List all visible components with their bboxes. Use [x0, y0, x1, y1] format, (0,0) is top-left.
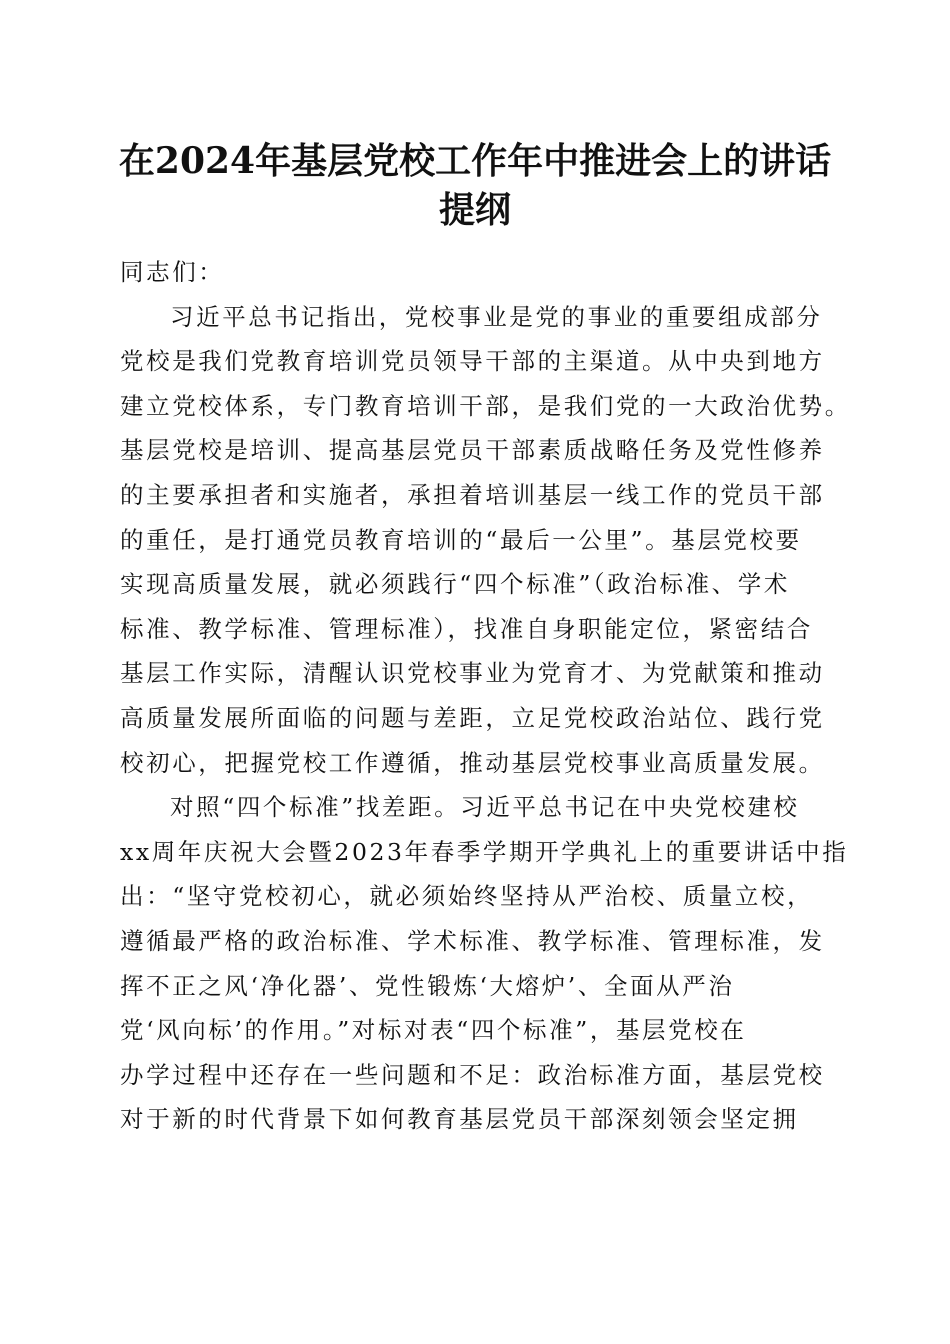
- body-line: 遵循最严格的政治标准、学术标准、教学标准、管理标准，发: [120, 926, 825, 955]
- document-body: [120, 250, 851, 1142]
- body-line: 对于新的时代背景下如何教育基层党员干部深刻领会坚定拥: [120, 1105, 799, 1134]
- body-line: 基层工作实际，清醒认识党校事业为党育才、为党献策和推动: [120, 659, 825, 688]
- document-title: [110, 137, 840, 235]
- body-line: 校初心，把握党校工作遵循，推动基层党校事业高质量发展。: [120, 748, 825, 777]
- body-line: 党‘风向标’的作用。”对标对表“四个标准”，基层党校在: [120, 1016, 747, 1045]
- title-line-1: 在2024年基层党校工作年中推进会上的讲话: [118, 140, 832, 182]
- body-line: 对照“四个标准”找差距。习近平总书记在中央党校建校: [170, 793, 800, 822]
- body-line: 高质量发展所面临的问题与差距，立足党校政治站位、践行党: [120, 703, 825, 732]
- body-line: 的重任，是打通党员教育培训的“最后一公里”。基层党校要: [120, 525, 802, 554]
- body-line: xx周年庆祝大会暨2023年春季学期开学典礼上的重要讲话中指: [120, 837, 849, 866]
- body-line: 实现高质量发展，就必须践行“四个标准”（政治标准、学术: [120, 570, 790, 599]
- body-line: 的主要承担者和实施者，承担着培训基层一线工作的党员干部: [120, 480, 825, 509]
- body-line: 建立党校体系，专门教育培训干部，是我们党的一大政治优势。: [120, 391, 851, 420]
- body-line: 习近平总书记指出，党校事业是党的事业的重要组成部分: [170, 302, 823, 331]
- title-line-2: 提纲: [438, 189, 511, 231]
- body-line: 挥不正之风‘净化器’、党性锻炼‘大熔炉’、全面从严治: [120, 971, 735, 1000]
- body-line: 党校是我们党教育培训党员领导干部的主渠道。从中央到地方: [120, 347, 825, 376]
- body-line: 出：“坚守党校初心，就必须始终坚持从严治校、质量立校，: [120, 882, 814, 911]
- body-line: 办学过程中还存在一些问题和不足：政治标准方面，基层党校: [120, 1060, 825, 1089]
- body-line: 基层党校是培训、提高基层党员干部素质战略任务及党性修养: [120, 436, 825, 465]
- salutation: 同志们：: [120, 258, 225, 286]
- body-line: 标准、教学标准、管理标准），找准自身职能定位，紧密结合: [120, 614, 813, 643]
